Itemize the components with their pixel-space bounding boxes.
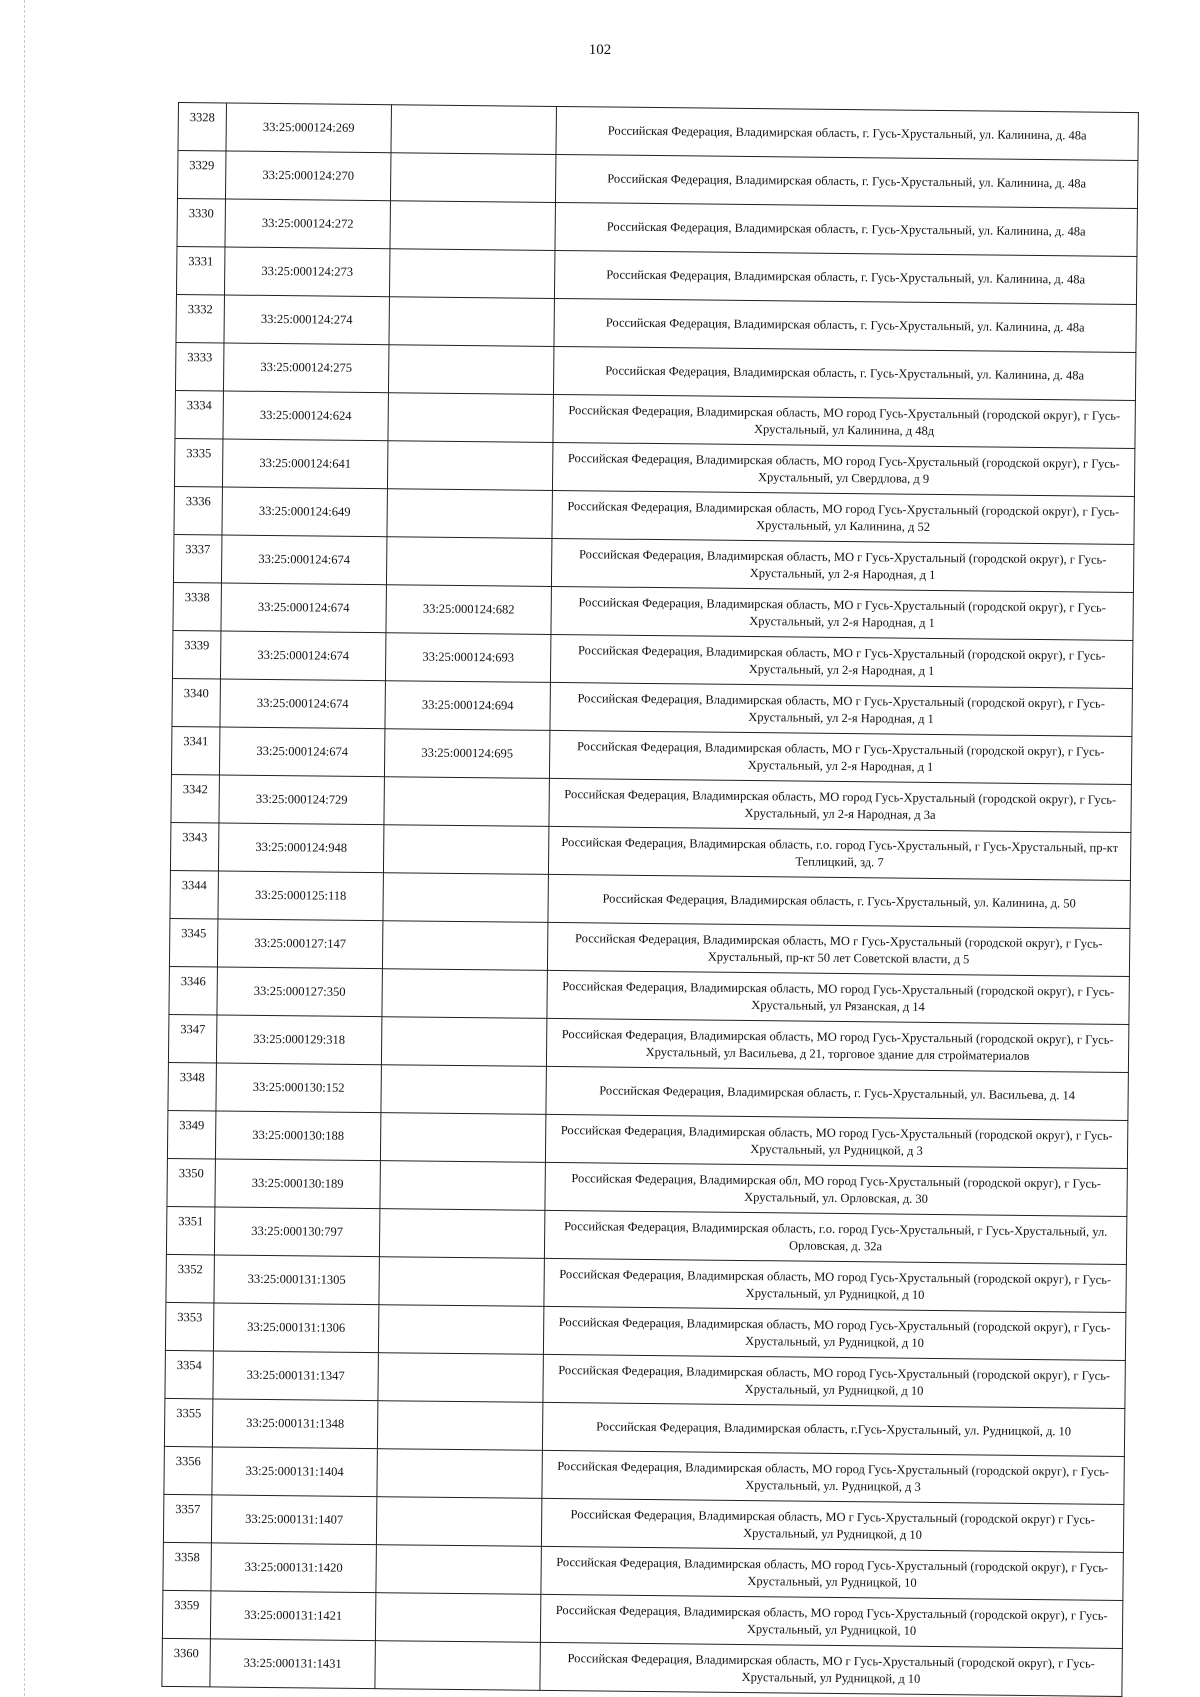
row-number-cell: 3337 — [173, 534, 222, 583]
cadastral-number-cell: 33:25:000130:152 — [216, 1063, 381, 1113]
sub-cadastral-number-cell — [390, 201, 555, 251]
sub-cadastral-number-cell: 33:25:000124:694 — [385, 681, 550, 731]
sub-cadastral-number-cell — [376, 1545, 541, 1595]
cadastral-number-cell: 33:25:000124:674 — [219, 727, 384, 777]
cadastral-number-cell: 33:25:000124:674 — [221, 583, 386, 633]
sub-cadastral-number-cell — [377, 1401, 542, 1451]
address-cell: Российская Федерация, Владимирская область, МО г Гусь-Хрустальный (городской округ), г Гусь-Хрустальный, пр-кт 50 лет Советской власти, д 5 — [547, 922, 1129, 976]
sub-cadastral-number-cell — [387, 441, 552, 491]
cadastral-number-cell: 33:25:000131:1305 — [214, 1255, 379, 1305]
sub-cadastral-number-cell — [389, 249, 554, 299]
sub-cadastral-number-cell — [386, 537, 551, 587]
sub-cadastral-number-cell: 33:25:000124:682 — [386, 585, 551, 635]
cadastral-number-cell: 33:25:000130:189 — [215, 1159, 380, 1209]
sub-cadastral-number-cell — [389, 297, 554, 347]
row-number-cell: 3342 — [171, 774, 220, 823]
address-cell: Российская Федерация, Владимирская область, г.Гусь-Хрустальный, ул. Рудницкой, д. 10 — [542, 1402, 1124, 1456]
address-cell: Российская Федерация, Владимирская область, МО город Гусь-Хрустальный (городской округ), г Гусь-Хрустальный, ул Рудницкой, 10 — [540, 1594, 1122, 1648]
sub-cadastral-number-cell — [379, 1257, 544, 1307]
row-number-cell: 3359 — [162, 1590, 211, 1639]
row-number-cell: 3340 — [172, 678, 221, 727]
cadastral-number-cell: 33:25:000124:269 — [226, 103, 391, 153]
row-number-cell: 3338 — [173, 582, 222, 631]
cadastral-number-cell: 33:25:000124:948 — [218, 823, 383, 873]
cadastral-number-cell: 33:25:000124:674 — [220, 631, 385, 681]
row-number-cell: 3328 — [178, 103, 227, 152]
address-cell: Российская Федерация, Владимирская область, МО г Гусь-Хрустальный (городской округ), г Гусь-Хрустальный, ул 2-я Народная, д 1 — [550, 634, 1132, 688]
scan-edge-mark — [24, 0, 25, 1696]
cadastral-number-cell: 33:25:000131:1347 — [213, 1351, 378, 1401]
row-number-cell: 3350 — [167, 1158, 216, 1207]
row-number-cell: 3348 — [168, 1062, 217, 1111]
cadastral-number-cell: 33:25:000124:641 — [222, 439, 387, 489]
row-number-cell: 3360 — [162, 1638, 211, 1687]
row-number-cell: 3353 — [165, 1302, 214, 1351]
address-cell: Российская Федерация, Владимирская область, МО город Гусь-Хрустальный (городской округ), г Гусь-Хрустальный, ул Рудницкой, д 10 — [544, 1258, 1126, 1312]
cadastral-number-cell: 33:25:000130:188 — [215, 1111, 380, 1161]
sub-cadastral-number-cell — [391, 105, 556, 155]
row-number-cell: 3335 — [174, 438, 223, 487]
address-cell: Российская Федерация, Владимирская область, МО город Гусь-Хрустальный (городской округ), г Гусь- Хрустальный, ул Калинина, д 52 — [552, 490, 1134, 544]
row-number-cell: 3356 — [164, 1446, 213, 1495]
sub-cadastral-number-cell — [383, 825, 548, 875]
cadastral-number-cell: 33:25:000124:270 — [225, 151, 390, 201]
address-cell: Российская Федерация, Владимирская область, г.о. город Гусь-Хрустальный, г Гусь-Хрустальный, пр-кт Теплицкий, зд. 7 — [548, 826, 1130, 880]
sub-cadastral-number-cell — [380, 1161, 545, 1211]
registry-table — [161, 102, 1139, 1697]
address-cell: Российская Федерация, Владимирская область, МО город Гусь-Хрустальный (городской округ), г Гусь- Хрустальный, ул 2-я Народная, д 3а — [549, 778, 1131, 832]
cadastral-number-cell: 33:25:000127:147 — [217, 919, 382, 969]
address-cell: Российская Федерация, Владимирская область, МО город Гусь-Хрустальный (городской округ), г Гусь- Хрустальный, ул Свердлова, д 9 — [552, 442, 1134, 496]
row-number-cell: 3332 — [176, 294, 225, 343]
row-number-cell: 3349 — [167, 1110, 216, 1159]
address-cell: Российская Федерация, Владимирская область, МО г Гусь-Хрустальный (городской округ), г Гусь-Хрустальный, ул Рудницкой, д 10 — [540, 1642, 1122, 1696]
sub-cadastral-number-cell — [378, 1353, 543, 1403]
sub-cadastral-number-cell — [381, 1017, 546, 1067]
cadastral-number-cell: 33:25:000124:273 — [224, 247, 389, 297]
cadastral-number-cell: 33:25:000124:272 — [225, 199, 390, 249]
row-number-cell: 3351 — [166, 1206, 215, 1255]
sub-cadastral-number-cell — [380, 1113, 545, 1163]
sub-cadastral-number-cell — [375, 1641, 540, 1691]
cadastral-number-cell: 33:25:000131:1348 — [212, 1399, 377, 1449]
registry-table-wrapper — [161, 102, 1139, 1697]
address-cell: Российская Федерация, Владимирская область, г.о. город Гусь-Хрустальный, г Гусь-Хрустальный, ул. Орловская, д. 32а — [544, 1210, 1126, 1264]
address-cell: Российская Федерация, Владимирская область, г. Гусь-Хрустальный, ул. Васильева, д. 14 — [546, 1066, 1128, 1120]
address-cell: Российская Федерация, Владимирская область, МО г Гусь-Хрустальный (городской округ), г Гусь-Хрустальный, ул 2-я Народная, д 1 — [550, 682, 1132, 736]
address-cell: Российская Федерация, Владимирская область, г. Гусь-Хрустальный, ул. Калинина, д. 48а — [553, 346, 1135, 400]
address-cell: Российская Федерация, Владимирская область, г. Гусь-Хрустальный, ул. Калинина, д. 48а — [555, 202, 1137, 256]
table-row — [162, 1638, 1122, 1696]
row-number-cell: 3339 — [172, 630, 221, 679]
sub-cadastral-number-cell: 33:25:000124:695 — [384, 729, 549, 779]
address-cell: Российская Федерация, Владимирская область, г. Гусь-Хрустальный, ул. Калинина, д. 48а — [554, 250, 1136, 304]
cadastral-number-cell: 33:25:000124:674 — [221, 535, 386, 585]
address-cell: Российская Федерация, Владимирская область, МО г Гусь-Хрустальный (городской округ), г Гусь-Хрустальный, ул 2-я Народная, д 1 — [551, 586, 1133, 640]
cadastral-number-cell: 33:25:000125:118 — [218, 871, 383, 921]
address-cell: Российская Федерация, Владимирская область, МО город Гусь-Хрустальный (городской округ), г Гусь-Хрустальный, ул Рудницкой, д 3 — [545, 1114, 1127, 1168]
row-number-cell: 3344 — [170, 870, 219, 919]
cadastral-number-cell: 33:25:000131:1404 — [212, 1447, 377, 1497]
address-cell: Российская Федерация, Владимирская обл, МО город Гусь-Хрустальный (городской округ), г Гусь-Хрустальный, ул. Орловская, д. 30 — [545, 1162, 1127, 1216]
address-cell: Российская Федерация, Владимирская область, г. Гусь-Хрустальный, ул. Калинина, д. 48а — [556, 106, 1138, 160]
row-number-cell: 3355 — [164, 1398, 213, 1447]
row-number-cell: 3330 — [177, 198, 226, 247]
sub-cadastral-number-cell — [375, 1593, 540, 1643]
address-cell: Российская Федерация, Владимирская область, МО город Гусь-Хрустальный (городской округ), г Гусь-Хрустальный, ул. Рудницкой, д 3 — [542, 1450, 1124, 1504]
row-number-cell: 3346 — [169, 966, 218, 1015]
row-number-cell: 3329 — [177, 151, 226, 200]
address-cell: Российская Федерация, Владимирская область, МО г Гусь-Хрустальный (городской округ) г Гусь-Хрустальный, ул Рудницкой, д 10 — [541, 1498, 1123, 1552]
cadastral-number-cell: 33:25:000131:1420 — [211, 1543, 376, 1593]
row-number-cell: 3352 — [166, 1254, 215, 1303]
address-cell: Российская Федерация, Владимирская область, МО город Гусь-Хрустальный (городской округ), г Гусь-Хрустальный, ул Калинина, д 48д — [553, 394, 1135, 448]
row-number-cell: 3333 — [175, 342, 224, 391]
cadastral-number-cell: 33:25:000127:350 — [217, 967, 382, 1017]
row-number-cell: 3336 — [174, 486, 223, 535]
cadastral-number-cell: 33:25:000124:275 — [223, 343, 388, 393]
sub-cadastral-number-cell: 33:25:000124:693 — [385, 633, 550, 683]
row-number-cell: 3334 — [175, 390, 224, 439]
cadastral-number-cell: 33:25:000124:649 — [222, 487, 387, 537]
sub-cadastral-number-cell — [387, 489, 552, 539]
address-cell: Российская Федерация, Владимирская область, г. Гусь-Хрустальный, ул. Калинина, д. 48а — [555, 154, 1137, 208]
address-cell: Российская Федерация, Владимирская область, МО город Гусь-Хрустальный (городской округ), г Гусь-Хрустальный, ул Рудницкой, д 10 — [543, 1306, 1125, 1360]
row-number-cell: 3354 — [165, 1350, 214, 1399]
address-cell: Российская Федерация, Владимирская область, МО г Гусь-Хрустальный (городской округ), г Гусь-Хрустальный, ул 2-я Народная, д 1 — [551, 538, 1133, 592]
address-cell: Российская Федерация, Владимирская область, г. Гусь-Хрустальный, ул. Калинина, д. 48а — [554, 298, 1136, 352]
sub-cadastral-number-cell — [377, 1449, 542, 1499]
cadastral-number-cell: 33:25:000124:729 — [219, 775, 384, 825]
cadastral-number-cell: 33:25:000131:1407 — [211, 1495, 376, 1545]
sub-cadastral-number-cell — [383, 873, 548, 923]
cadastral-number-cell: 33:25:000131:1306 — [213, 1303, 378, 1353]
sub-cadastral-number-cell — [388, 393, 553, 443]
page-number: 102 — [588, 42, 612, 58]
cadastral-number-cell: 33:25:000130:797 — [214, 1207, 379, 1257]
row-number-cell: 3345 — [169, 918, 218, 967]
cadastral-number-cell: 33:25:000129:318 — [216, 1015, 381, 1065]
row-number-cell: 3358 — [163, 1542, 212, 1591]
address-cell: Российская Федерация, Владимирская область, МО город Гусь-Хрустальный (городской округ), г Гусь-Хрустальный, ул Рудницкой, 10 — [541, 1546, 1123, 1600]
address-cell: Российская Федерация, Владимирская область, МО г Гусь-Хрустальный (городской округ), г Гусь-Хрустальный, ул 2-я Народная, д 1 — [549, 730, 1131, 784]
sub-cadastral-number-cell — [382, 921, 547, 971]
sub-cadastral-number-cell — [390, 153, 555, 203]
cadastral-number-cell: 33:25:000131:1431 — [210, 1639, 375, 1689]
sub-cadastral-number-cell — [388, 345, 553, 395]
row-number-cell: 3347 — [168, 1014, 217, 1063]
sub-cadastral-number-cell — [376, 1497, 541, 1547]
address-cell: Российская Федерация, Владимирская область, г. Гусь-Хрустальный, ул. Калинина, д. 50 — [548, 874, 1130, 928]
row-number-cell: 3331 — [176, 246, 225, 295]
sub-cadastral-number-cell — [384, 777, 549, 827]
sub-cadastral-number-cell — [381, 1065, 546, 1115]
address-cell: Российская Федерация, Владимирская область, МО город Гусь-Хрустальный (городской округ), г Гусь-Хрустальный, ул Васильева, д 21, торговое здание для стройматериалов — [546, 1018, 1128, 1072]
row-number-cell: 3357 — [163, 1494, 212, 1543]
sub-cadastral-number-cell — [382, 969, 547, 1019]
sub-cadastral-number-cell — [379, 1209, 544, 1259]
row-number-cell: 3341 — [171, 726, 220, 775]
cadastral-number-cell: 33:25:000124:674 — [220, 679, 385, 729]
row-number-cell: 3343 — [170, 822, 219, 871]
address-cell: Российская Федерация, Владимирская область, МО город Гусь-Хрустальный (городской округ), г Гусь- Хрустальный, ул Рудницкой, д 10 — [543, 1354, 1125, 1408]
registry-table-body — [162, 103, 1139, 1697]
cadastral-number-cell: 33:25:000124:624 — [223, 391, 388, 441]
sub-cadastral-number-cell — [378, 1305, 543, 1355]
cadastral-number-cell: 33:25:000131:1421 — [210, 1591, 375, 1641]
cadastral-number-cell: 33:25:000124:274 — [224, 295, 389, 345]
address-cell: Российская Федерация, Владимирская область, МО город Гусь-Хрустальный (городской округ), г Гусь-Хрустальный, ул Рязанская, д 14 — [547, 970, 1129, 1024]
